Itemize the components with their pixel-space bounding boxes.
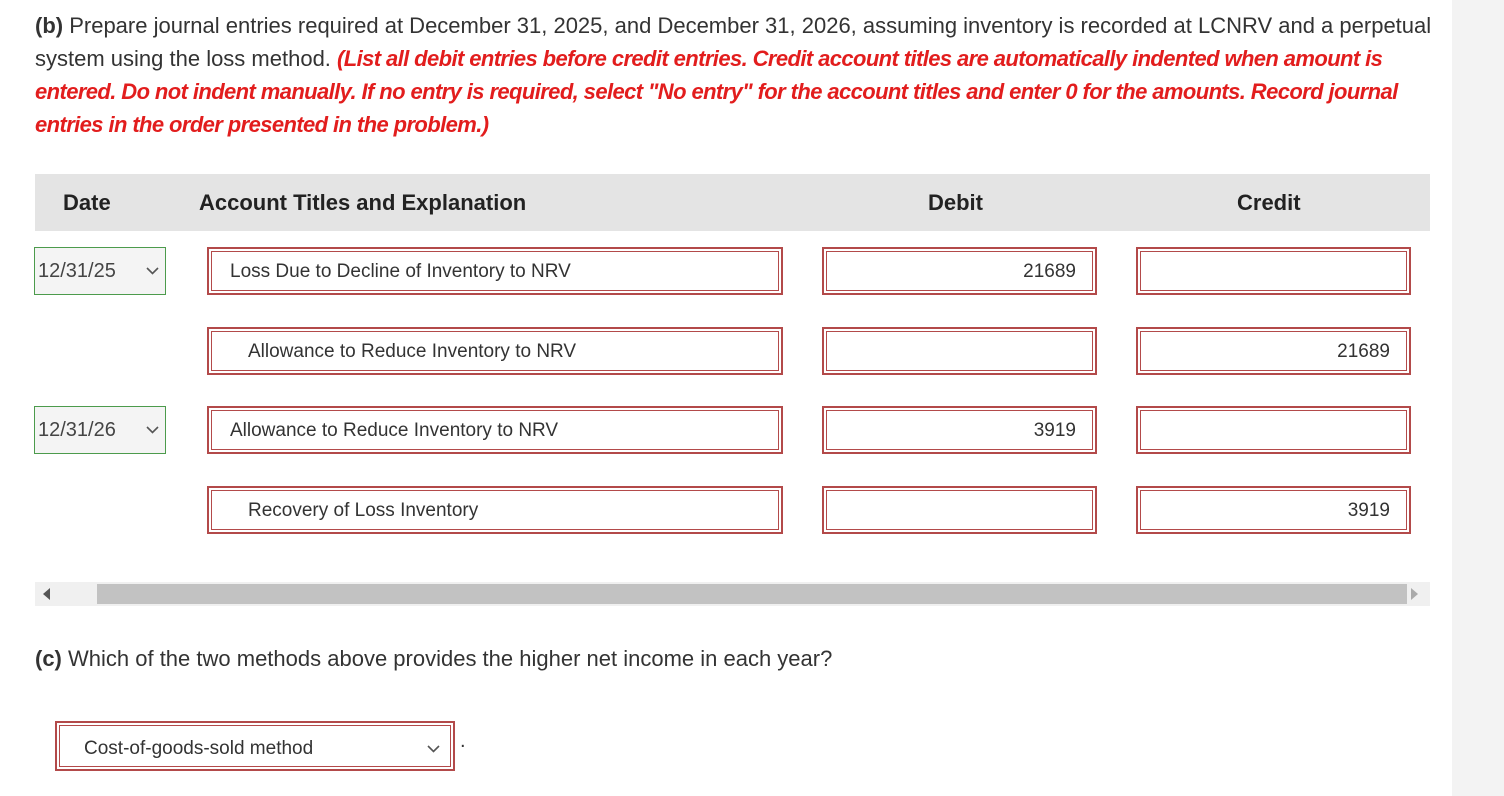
credit-value: 3919 (1347, 500, 1390, 521)
header-credit: Credit (1237, 190, 1301, 215)
account-title-value: Allowance to Reduce Inventory to NRV (248, 341, 577, 362)
debit-input-row-2[interactable] (822, 327, 1097, 375)
debit-input-row-1[interactable] (822, 247, 1097, 295)
account-title-input-row-4[interactable] (207, 486, 783, 534)
account-title-value: Recovery of Loss Inventory (248, 500, 479, 521)
part-c-label: (c) (35, 646, 62, 671)
date-select-row-1[interactable] (34, 247, 166, 295)
debit-input-row-3[interactable] (822, 406, 1097, 454)
header-account-titles: Account Titles and Explanation (199, 190, 527, 215)
horizontal-scrollbar[interactable] (35, 582, 1430, 606)
credit-value: 21689 (1337, 341, 1390, 362)
credit-input-row-3[interactable] (1136, 406, 1411, 454)
account-title-value: Allowance to Reduce Inventory to NRV (230, 420, 559, 441)
method-answer-value: Cost-of-goods-sold method (84, 738, 314, 759)
part-c-text: Which of the two methods above provides the higher net income in each year? (61, 646, 833, 671)
header-debit: Debit (928, 190, 983, 215)
part-b-prompt (35, 9, 1435, 141)
scrollbar-thumb[interactable] (97, 584, 1407, 604)
journal-table-header (35, 174, 1430, 231)
date-value: 12/31/25 (38, 260, 116, 282)
part-b-label: (b) (35, 13, 64, 38)
date-select-row-3[interactable] (34, 406, 166, 454)
debit-value: 3919 (1033, 420, 1076, 441)
credit-input-row-1[interactable] (1136, 247, 1411, 295)
account-title-input-row-2[interactable] (207, 327, 783, 375)
chevron-down-icon (146, 267, 159, 275)
debit-value: 21689 (1023, 261, 1076, 282)
part-b-text: Prepare journal entries required at December 31, 2025, and December 31, 2026, assuming inventory is recorded at LCNRV and a perpetual system using the loss method. (35, 13, 1432, 71)
chevron-down-icon (146, 426, 159, 434)
part-c-prompt (35, 642, 832, 675)
scroll-left-arrow-icon[interactable] (43, 588, 50, 600)
scroll-right-arrow-icon[interactable] (1411, 588, 1418, 600)
part-b-instructions: (List all debit entries before credit entries. Credit account titles are automatically indented when amount is entered. Do not indent manually. If no entry is required, select "No entry" for the account titles and enter 0 for the amounts. Record journal entries in the order presented in the problem.) (35, 46, 1398, 137)
header-date: Date (63, 190, 111, 215)
credit-input-row-2[interactable] (1136, 327, 1411, 375)
chevron-down-icon (427, 745, 440, 753)
account-title-value: Loss Due to Decline of Inventory to NRV (230, 261, 571, 282)
account-title-input-row-1[interactable] (207, 247, 783, 295)
credit-input-row-4[interactable] (1136, 486, 1411, 534)
page-right-margin (1452, 0, 1504, 796)
account-title-input-row-3[interactable] (207, 406, 783, 454)
debit-input-row-4[interactable] (822, 486, 1097, 534)
method-answer-select[interactable] (55, 721, 455, 771)
date-value: 12/31/26 (38, 419, 116, 441)
answer-trailing-period: . (460, 730, 466, 752)
